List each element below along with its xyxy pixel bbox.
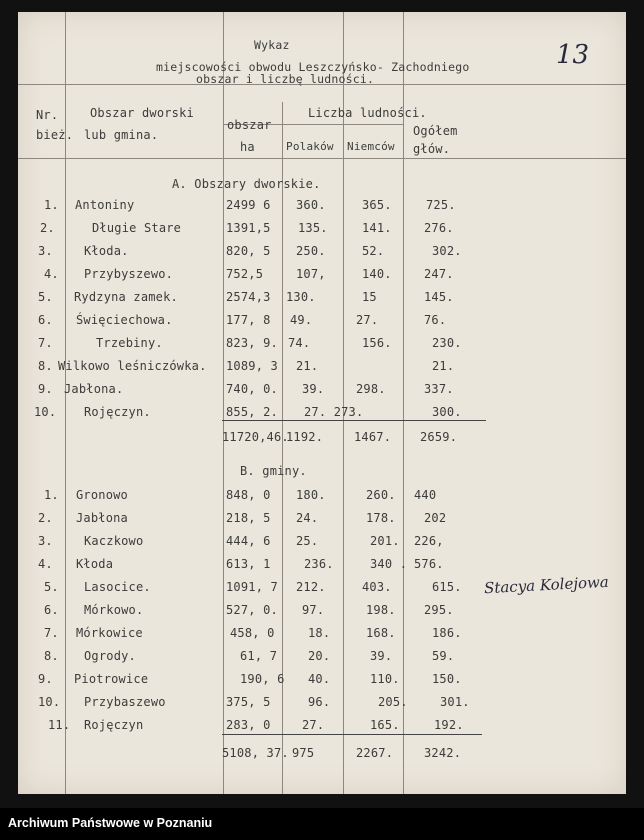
- header-rule: [18, 158, 626, 159]
- row-poles: 20.: [308, 649, 331, 663]
- row-poles: 74.: [288, 336, 311, 350]
- row-name: Mórkowice: [76, 626, 143, 640]
- row-nr: 5.: [38, 290, 53, 304]
- row-poles: 130.: [286, 290, 316, 304]
- row-total: 276.: [424, 221, 454, 235]
- row-nr: 2.: [40, 221, 55, 235]
- row-name: Święciechowa.: [76, 313, 173, 327]
- header-area: obszar: [227, 118, 272, 132]
- row-area: 613, 1: [226, 557, 271, 571]
- row-poles: 180.: [296, 488, 326, 502]
- sum-area: 11720,46.: [222, 430, 289, 444]
- row-germans: 365.: [362, 198, 392, 212]
- row-germans: 178.: [366, 511, 396, 525]
- row-name: Długie Stare: [92, 221, 182, 235]
- sum-germans: 1467.: [354, 430, 392, 444]
- document-title: Wykaz: [254, 38, 290, 52]
- row-nr: 9.: [38, 672, 53, 686]
- archive-footer: [0, 808, 644, 840]
- row-name: Kłoda: [76, 557, 114, 571]
- row-poles: 27.: [302, 718, 325, 732]
- row-total: 725.: [426, 198, 456, 212]
- row-germans: 110.: [370, 672, 400, 686]
- row-name: Rojęczyn: [84, 718, 144, 732]
- row-name: Gronowo: [76, 488, 128, 502]
- row-area: 458, 0: [230, 626, 275, 640]
- row-nr: 6.: [44, 603, 59, 617]
- row-area: 820, 5: [226, 244, 271, 258]
- sum-poles: 1192.: [286, 430, 324, 444]
- sum-total: 2659.: [420, 430, 458, 444]
- row-germans: 140.: [362, 267, 392, 281]
- sum-rule: [222, 734, 482, 735]
- row-area: 2499 6: [226, 198, 271, 212]
- row-total: 440: [414, 488, 437, 502]
- header-total: Ogółem: [413, 124, 458, 138]
- row-area: 177, 8: [226, 313, 271, 327]
- archive-name: Archiwum Państwowe w Poznaniu: [8, 816, 213, 830]
- section-heading: B. gminy.: [240, 464, 307, 478]
- row-name: Wilkowo leśniczówka.: [58, 359, 207, 373]
- row-total: 150.: [432, 672, 462, 686]
- row-name: Kaczkowo: [84, 534, 144, 548]
- row-area: 1391,5: [226, 221, 271, 235]
- row-germans: 156.: [362, 336, 392, 350]
- row-area: 1089, 3: [226, 359, 278, 373]
- column-divider: [343, 12, 344, 794]
- row-poles: 27. 273.: [304, 405, 364, 419]
- row-total: 576.: [414, 557, 444, 571]
- header-area: ha: [240, 140, 255, 154]
- row-nr: 4.: [44, 267, 59, 281]
- row-total: 226,: [414, 534, 444, 548]
- row-poles: 39.: [302, 382, 325, 396]
- row-nr: 3.: [38, 534, 53, 548]
- header-population: Liczba ludności.: [308, 106, 427, 120]
- row-total: 301.: [440, 695, 470, 709]
- row-name: Przybyszewo.: [84, 267, 174, 281]
- row-name: Trzebiny.: [96, 336, 163, 350]
- row-nr: 8.: [38, 359, 53, 373]
- sum-total: 3242.: [424, 746, 462, 760]
- row-nr: 6.: [38, 313, 53, 327]
- sum-area: 5108, 37.: [222, 746, 289, 760]
- row-area: 61, 7: [240, 649, 278, 663]
- row-nr: 1.: [44, 198, 59, 212]
- row-nr: 10.: [38, 695, 61, 709]
- sum-rule: [222, 420, 486, 421]
- row-nr: 2.: [38, 511, 53, 525]
- row-nr: 11.: [48, 718, 71, 732]
- section-heading: A. Obszary dworskie.: [172, 177, 321, 191]
- row-total: 192.: [434, 718, 464, 732]
- row-total: 59.: [432, 649, 455, 663]
- row-area: 823, 9.: [226, 336, 278, 350]
- row-poles: 49.: [290, 313, 313, 327]
- row-poles: 97.: [302, 603, 325, 617]
- row-germans: 52.: [362, 244, 385, 258]
- row-total: 202: [424, 511, 447, 525]
- row-area: 283, 0: [226, 718, 271, 732]
- row-germans: 39.: [370, 649, 393, 663]
- header-nr: Nr.: [36, 108, 59, 122]
- row-germans: 201.: [370, 534, 400, 548]
- row-total: 300.: [432, 405, 462, 419]
- row-poles: 25.: [296, 534, 319, 548]
- row-area: 752,5: [226, 267, 264, 281]
- row-area: 740, 0.: [226, 382, 278, 396]
- document-subtitle: miejscowości obwodu Leszczyńsko- Zachodniego: [156, 60, 470, 74]
- row-name: Kłoda.: [84, 244, 129, 258]
- row-germans: 15: [362, 290, 377, 304]
- column-divider: [403, 12, 404, 794]
- row-germans: 298.: [356, 382, 386, 396]
- row-total: 21.: [432, 359, 455, 373]
- row-nr: 10.: [34, 405, 57, 419]
- row-name: Jabłona: [76, 511, 128, 525]
- row-nr: 5.: [44, 580, 59, 594]
- row-poles: 250.: [296, 244, 326, 258]
- row-area: 527, 0.: [226, 603, 278, 617]
- row-name: Mórkowo.: [84, 603, 144, 617]
- row-nr: 4.: [38, 557, 53, 571]
- row-name: Lasocice.: [84, 580, 151, 594]
- row-germans: 27.: [356, 313, 379, 327]
- row-name: Rojęczyn.: [84, 405, 151, 419]
- row-name: Jabłona.: [64, 382, 124, 396]
- row-poles: 236.: [304, 557, 334, 571]
- row-poles: 135.: [298, 221, 328, 235]
- row-total: 230.: [432, 336, 462, 350]
- row-poles: 24.: [296, 511, 319, 525]
- header-total: głów.: [413, 142, 451, 156]
- row-total: 615.: [432, 580, 462, 594]
- row-name: Antoniny: [75, 198, 135, 212]
- row-poles: 212.: [296, 580, 326, 594]
- row-area: 848, 0: [226, 488, 271, 502]
- row-name: Przybaszewo: [84, 695, 166, 709]
- sum-germans: 2267.: [356, 746, 394, 760]
- row-total: 186.: [432, 626, 462, 640]
- document-subtitle: obszar i liczbę ludności.: [196, 72, 375, 86]
- row-nr: 3.: [38, 244, 53, 258]
- row-nr: 9.: [38, 382, 53, 396]
- page-number: 13: [556, 40, 590, 70]
- header-name: lub gmina.: [84, 128, 159, 142]
- row-total: 295.: [424, 603, 454, 617]
- row-germans: 198.: [366, 603, 396, 617]
- row-germans: 403.: [362, 580, 392, 594]
- header-nr: bież.: [36, 128, 74, 142]
- row-germans: 165.: [370, 718, 400, 732]
- row-poles: 360.: [296, 198, 326, 212]
- row-area: 190, 6: [240, 672, 285, 686]
- row-nr: 7.: [38, 336, 53, 350]
- row-name: Piotrowice: [74, 672, 149, 686]
- row-nr: 8.: [44, 649, 59, 663]
- row-total: 302.: [432, 244, 462, 258]
- row-name: Rydzyna zamek.: [74, 290, 178, 304]
- row-germans: 340 .: [370, 557, 408, 571]
- row-poles: 40.: [308, 672, 331, 686]
- row-germans: 260.: [366, 488, 396, 502]
- row-area: 375, 5: [226, 695, 271, 709]
- row-germans: 168.: [366, 626, 396, 640]
- row-area: 2574,3: [226, 290, 271, 304]
- sum-poles: 975: [292, 746, 315, 760]
- row-name: Ogrody.: [84, 649, 136, 663]
- header-poles: Polaków: [286, 140, 334, 153]
- row-area: 218, 5: [226, 511, 271, 525]
- row-total: 247.: [424, 267, 454, 281]
- column-divider: [282, 102, 283, 794]
- row-poles: 107,: [296, 267, 326, 281]
- row-area: 444, 6: [226, 534, 271, 548]
- row-area: 1091, 7: [226, 580, 278, 594]
- header-name: Obszar dworski: [90, 106, 194, 120]
- row-poles: 18.: [308, 626, 331, 640]
- row-poles: 21.: [296, 359, 319, 373]
- row-total: 76.: [424, 313, 447, 327]
- row-total: 337.: [424, 382, 454, 396]
- row-total: 145.: [424, 290, 454, 304]
- handwritten-note: Stacya Kolejowa: [483, 572, 610, 598]
- row-area: 855, 2.: [226, 405, 278, 419]
- row-germans: 141.: [362, 221, 392, 235]
- row-poles: 96.: [308, 695, 331, 709]
- header-germans: Niemców: [347, 140, 395, 153]
- row-nr: 1.: [44, 488, 59, 502]
- column-divider: [223, 12, 224, 794]
- row-nr: 7.: [44, 626, 59, 640]
- row-germans: 205.: [378, 695, 408, 709]
